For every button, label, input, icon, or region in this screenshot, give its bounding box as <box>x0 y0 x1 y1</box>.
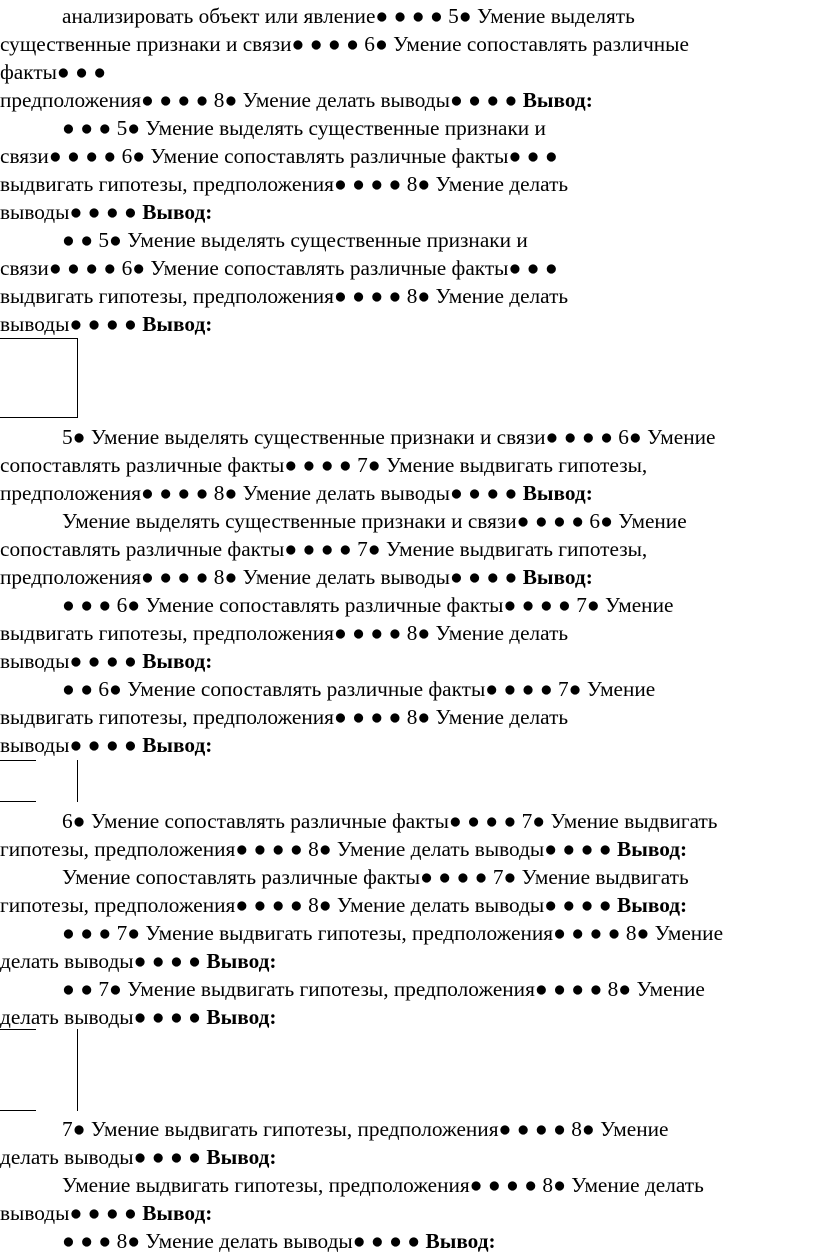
text-line: выводы● ● ● ● Вывод: <box>0 200 213 224</box>
text-line: выводы● ● ● ● Вывод: <box>0 1201 213 1225</box>
paragraph-12 <box>0 1115 816 1171</box>
text-line: делать выводы● ● ● ● Вывод: <box>0 1005 277 1029</box>
paragraph-11 <box>0 975 816 1031</box>
paragraph-6 <box>0 591 816 675</box>
text-line: Умение сопоставлять различные факты● ● ● ● 7● Умение выдвигать <box>62 865 689 889</box>
text-line: связи● ● ● ● 6● Умение сопоставлять различные факты● ● ● <box>0 256 558 280</box>
paragraph-10 <box>0 919 816 975</box>
bracket-vertical-rule <box>77 760 78 802</box>
text-line: гипотезы, предположения● ● ● ● 8● Умение делать выводы● ● ● ● Вывод: <box>0 837 688 861</box>
text-line: предположения● ● ● ● 8● Умение делать выводы● ● ● ● Вывод: <box>0 88 593 112</box>
text-line: факты● ● ● <box>0 60 107 84</box>
text-line: выдвигать гипотезы, предположения● ● ● ● 8● Умение делать <box>0 284 569 308</box>
text-line: связи● ● ● ● 6● Умение сопоставлять различные факты● ● ● <box>0 144 558 168</box>
box-top-rule <box>0 338 78 339</box>
text-line: Умение выделять существенные признаки и связи● ● ● ● 6● Умение <box>62 509 687 533</box>
text-line: выводы● ● ● ● Вывод: <box>0 733 213 757</box>
paragraph-1 <box>0 86 816 114</box>
bracket-bottom-rule <box>0 1110 36 1111</box>
paragraph-8 <box>0 807 816 863</box>
paragraph-2 <box>0 114 816 226</box>
text-line: делать выводы● ● ● ● Вывод: <box>0 949 277 973</box>
text-line: ● ● ● 7● Умение выдвигать гипотезы, предположения● ● ● ● 8● Умение <box>62 921 724 945</box>
paragraph-13 <box>0 1171 816 1227</box>
text-line: 6● Умение сопоставлять различные факты● ● ● ● 7● Умение выдвигать <box>62 809 718 833</box>
paragraph-0 <box>0 2 816 86</box>
text-line: ● ● ● 6● Умение сопоставлять различные факты● ● ● ● 7● Умение <box>62 593 674 617</box>
text-line: ● ● ● 8● Умение делать выводы● ● ● ● Вывод: <box>62 1229 496 1253</box>
box-right-rule <box>77 338 78 418</box>
paragraph-3 <box>0 226 816 338</box>
text-line: предположения● ● ● ● 8● Умение делать выводы● ● ● ● Вывод: <box>0 565 593 589</box>
text-line: выводы● ● ● ● Вывод: <box>0 649 213 673</box>
text-line: выводы● ● ● ● Вывод: <box>0 312 213 336</box>
box-bottom-rule <box>0 417 78 418</box>
text-line: существенные признаки и связи● ● ● ● 6● Умение сопоставлять различные <box>0 32 689 56</box>
text-line: выдвигать гипотезы, предположения● ● ● ● 8● Умение делать <box>0 172 569 196</box>
paragraph-5 <box>0 507 816 591</box>
text-line: предположения● ● ● ● 8● Умение делать выводы● ● ● ● Вывод: <box>0 481 593 505</box>
text-line: анализировать объект или явление● ● ● ● 5● Умение выделять <box>62 4 635 28</box>
bracket-bottom-rule <box>0 801 36 802</box>
text-line: ● ● ● 5● Умение выделять существенные признаки и <box>62 116 546 140</box>
bracket-top-rule <box>0 1029 36 1030</box>
paragraph-4 <box>0 423 816 507</box>
text-line: делать выводы● ● ● ● Вывод: <box>0 1145 277 1169</box>
text-line: ● ● 5● Умение выделять существенные признаки и <box>62 228 528 252</box>
text-line: 7● Умение выдвигать гипотезы, предположения● ● ● ● 8● Умение <box>62 1117 669 1141</box>
text-line: 5● Умение выделять существенные признаки и связи● ● ● ● 6● Умение <box>62 425 716 449</box>
text-line: ● ● 6● Умение сопоставлять различные факты● ● ● ● 7● Умение <box>62 677 656 701</box>
text-line: выдвигать гипотезы, предположения● ● ● ● 8● Умение делать <box>0 705 569 729</box>
paragraph-9 <box>0 863 816 919</box>
text-line: Умение выдвигать гипотезы, предположения● ● ● ● 8● Умение делать <box>62 1173 704 1197</box>
bracket-vertical-rule <box>77 1029 78 1111</box>
text-line: гипотезы, предположения● ● ● ● 8● Умение делать выводы● ● ● ● Вывод: <box>0 893 688 917</box>
text-line: ● ● 7● Умение выдвигать гипотезы, предположения● ● ● ● 8● Умение <box>62 977 705 1001</box>
paragraph-14 <box>0 1227 816 1255</box>
text-line: сопоставлять различные факты● ● ● ● 7● Умение выдвигать гипотезы, <box>0 453 648 477</box>
paragraph-7 <box>0 675 816 759</box>
text-line: выдвигать гипотезы, предположения● ● ● ● 8● Умение делать <box>0 621 569 645</box>
bracket-top-rule <box>0 760 36 761</box>
text-line: сопоставлять различные факты● ● ● ● 7● Умение выдвигать гипотезы, <box>0 537 648 561</box>
